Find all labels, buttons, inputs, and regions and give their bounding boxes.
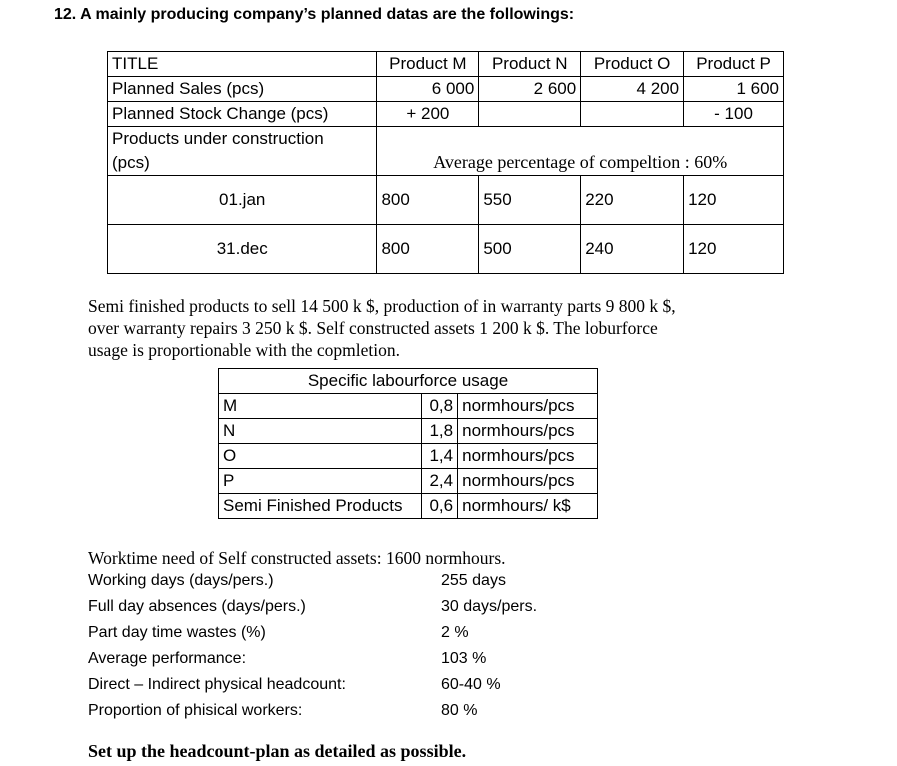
- product-name: Semi Finished Products: [219, 494, 422, 519]
- cell-p: 120: [684, 225, 784, 274]
- header-product-p: Product P: [684, 52, 784, 77]
- usage-unit: normhours/ k$: [458, 494, 598, 519]
- planned-sales-row: [108, 77, 784, 102]
- param-label: Working days (days/pers.): [88, 572, 274, 589]
- cell-m: 800: [377, 225, 479, 274]
- task-instruction: Set up the headcount-plan as detailed as possible.: [88, 741, 467, 761]
- usage-value: 0,6: [422, 494, 458, 519]
- param-value: 255 days: [441, 572, 506, 589]
- product-name: O: [219, 444, 422, 469]
- param-label: Average performance:: [88, 650, 247, 667]
- jan-row: [108, 176, 784, 225]
- labour-usage-table: [218, 368, 598, 519]
- cell-m: 800: [377, 176, 479, 225]
- under-construction-row: [108, 127, 784, 176]
- row-label: 31.dec: [108, 225, 377, 274]
- param-label: Proportion of phisical workers:: [88, 702, 303, 719]
- usage-value: 1,4: [422, 444, 458, 469]
- stock-change-row: [108, 102, 784, 127]
- usage-unit: normhours/pcs: [458, 419, 598, 444]
- header-product-n: Product N: [479, 52, 581, 77]
- cell-o: 220: [581, 176, 684, 225]
- row-label: Planned Sales (pcs): [108, 77, 377, 102]
- cell-n: 2 600: [479, 77, 581, 102]
- table-row: [219, 444, 598, 469]
- header-product-m: Product M: [377, 52, 479, 77]
- param-value: 2 %: [441, 624, 469, 641]
- dec-row: [108, 225, 784, 274]
- row-label: 01.jan: [108, 176, 377, 225]
- cell-o: 4 200: [581, 77, 684, 102]
- label-line-1: Products under construction: [112, 129, 324, 148]
- table-row: [219, 469, 598, 494]
- param-value: 103 %: [441, 650, 487, 667]
- usage-value: 0,8: [422, 394, 458, 419]
- product-name: N: [219, 419, 422, 444]
- table-row: [219, 419, 598, 444]
- product-name: M: [219, 394, 422, 419]
- row-label: [108, 127, 377, 176]
- usage-unit: normhours/pcs: [458, 444, 598, 469]
- header-product-o: Product O: [581, 52, 684, 77]
- param-value: 80 %: [441, 702, 478, 719]
- labour-header: Specific labourforce usage: [219, 369, 598, 394]
- usage-value: 2,4: [422, 469, 458, 494]
- table-row: [219, 494, 598, 519]
- planned-data-table: [107, 51, 784, 274]
- cell-n: 550: [479, 176, 581, 225]
- usage-unit: normhours/pcs: [458, 394, 598, 419]
- param-label: Direct – Indirect physical headcount:: [88, 676, 346, 693]
- cell-m: + 200: [377, 102, 479, 127]
- problem-title: 12. A mainly producing company’s planned datas are the followings:: [54, 6, 575, 23]
- param-value: 30 days/pers.: [441, 598, 538, 615]
- paragraph-line: Semi finished products to sell 14 500 k $, production of in warranty parts 9 800 k $,: [88, 296, 676, 316]
- row-label: Planned Stock Change (pcs): [108, 102, 377, 127]
- cell-p: - 100: [684, 102, 784, 127]
- cell-n: [479, 102, 581, 127]
- worktime-note: Worktime need of Self constructed assets: 1600 normhours.: [88, 548, 506, 568]
- description-paragraph: [88, 295, 788, 361]
- labour-header-row: [219, 369, 598, 394]
- usage-unit: normhours/pcs: [458, 469, 598, 494]
- cell-n: 500: [479, 225, 581, 274]
- table-header-row: [108, 52, 784, 77]
- cell-p: 1 600: [684, 77, 784, 102]
- cell-o: 240: [581, 225, 684, 274]
- cell-o: [581, 102, 684, 127]
- paragraph-line: usage is proportionable with the copmletion.: [88, 340, 401, 360]
- cell-m: 6 000: [377, 77, 479, 102]
- param-value: 60-40 %: [441, 676, 501, 693]
- completion-note: Average percentage of compeltion : 60%: [377, 127, 784, 176]
- header-title: TITLE: [108, 52, 377, 77]
- param-label: Full day absences (days/pers.): [88, 598, 306, 615]
- paragraph-line: over warranty repairs 3 250 k $. Self constructed assets 1 200 k $. The loburforce: [88, 318, 658, 338]
- product-name: P: [219, 469, 422, 494]
- label-line-2: (pcs): [112, 153, 150, 172]
- param-label: Part day time wastes (%): [88, 624, 266, 641]
- usage-value: 1,8: [422, 419, 458, 444]
- table-row: [219, 394, 598, 419]
- cell-p: 120: [684, 176, 784, 225]
